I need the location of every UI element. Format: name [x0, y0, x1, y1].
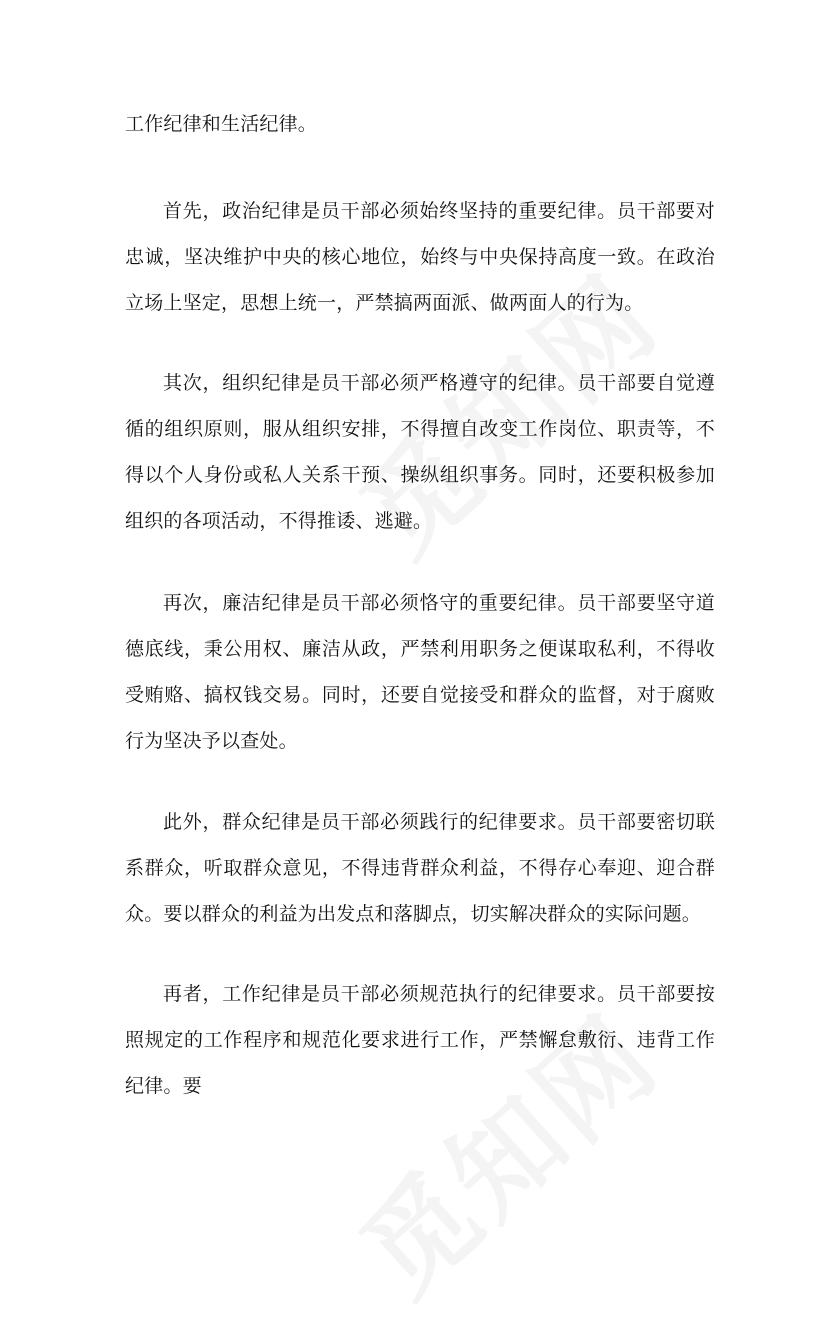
- paragraph-mass-discipline: 此外，群众纪律是员干部必须践行的纪律要求。员干部要密切联系群众，听取群众意见，不得违背群众利益，不得存心奉迎、迎合群众。要以群众的利益为出发点和落脚点，切实解决群众的实际问题。: [125, 811, 715, 925]
- paragraph-organizational-discipline: 其次，组织纪律是员干部必须严格遵守的纪律。员干部要自觉遵循的组织原则，服从组织安排，不得擅自改变工作岗位、职责等，不得以个人身份或私人关系干预、操纵组织事务。同时，还要积极参加组织的各项活动，不得推诿、逃避。: [125, 372, 715, 532]
- paragraph-work-discipline: 再者，工作纪律是员干部必须规范执行的纪律要求。员干部要按照规定的工作程序和规范化要求进行工作，严禁懈怠敷衍、违背工作纪律。要: [125, 983, 715, 1097]
- paragraph-integrity-discipline: 再次，廉洁纪律是员干部必须恪守的重要纪律。员干部要坚守道德底线，秉公用权、廉洁从政，严禁利用职务之便谋取私利，不得收受贿赂、搞权钱交易。同时，还要自觉接受和群众的监督，对于腐败行为坚决予以查处。: [125, 592, 715, 752]
- paragraph-continuation: 工作纪律和生活纪律。: [125, 113, 318, 135]
- paragraph-political-discipline: 首先，政治纪律是员干部必须始终坚持的重要纪律。员干部要对忠诚，坚决维护中央的核心地位，始终与中央保持高度一致。在政治立场上坚定，思想上统一，严禁搞两面派、做两面人的行为。: [125, 200, 715, 314]
